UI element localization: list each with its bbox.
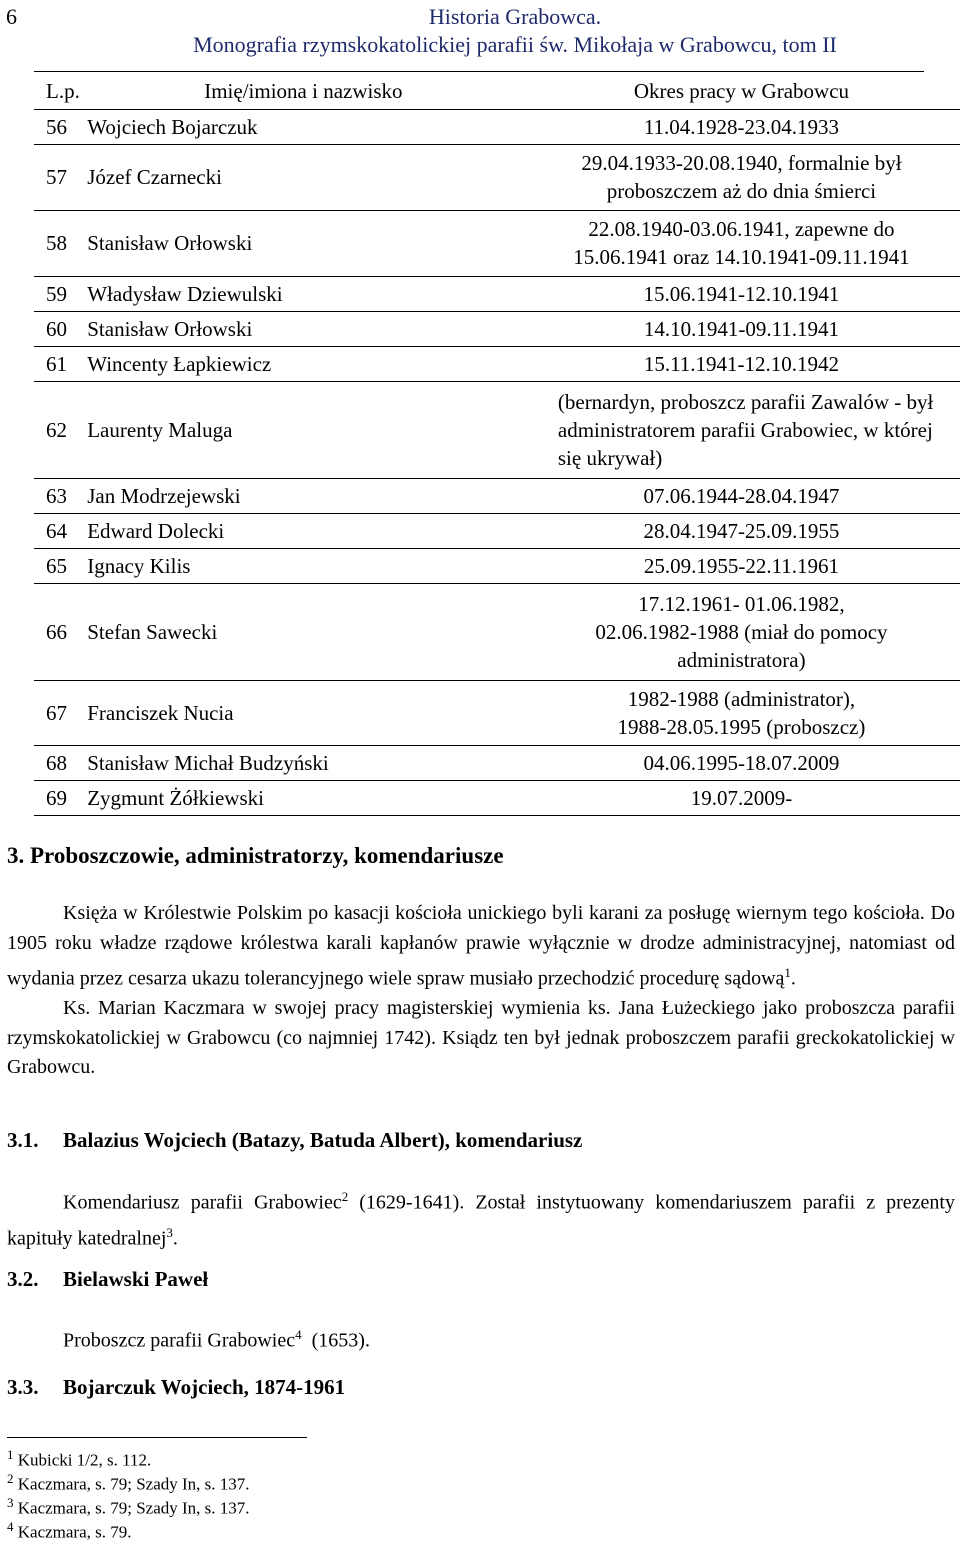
row-period: [523, 680, 960, 745]
table-row: [34, 478, 960, 513]
subsection-heading: [7, 1267, 208, 1292]
paragraph-text: Księża w Królestwie Polskim po kasacji kościoła unickiego byli karani za posługę wiernym tego kościoła. Do 1905 roku władze rządowe królestwa karali kapłanów prawie wyłącznie w drodze administracyjnej, natomiast od wydania przez cesarza ukazu tolerancyjnego wiele spraw musiało przechodzić procedurę sądową: [7, 902, 955, 990]
subsection-title: Bielawski Paweł: [63, 1267, 209, 1291]
footnote-text: Kaczmara, s. 79; Szady In, s. 137.: [17, 1474, 250, 1494]
row-period-line: administratora): [677, 647, 806, 672]
row-name: Józef Czarnecki: [87, 144, 523, 210]
header-rule: [34, 71, 924, 72]
subsection-number: 3.3.: [7, 1375, 39, 1399]
row-period-line: 1982-1988 (administrator),: [627, 686, 856, 711]
row-number: 66: [34, 583, 87, 680]
table-row: [34, 381, 960, 478]
subsection-title: Balazius Wojciech (Batazy, Batuda Albert), komendariusz: [63, 1128, 583, 1152]
footnote: [7, 1495, 250, 1519]
row-period: [523, 381, 960, 478]
row-number: 69: [34, 780, 87, 815]
row-name: Zygmunt Żółkiewski: [87, 780, 523, 815]
row-period: 25.09.1955-22.11.1961: [523, 548, 960, 583]
footnote-number: 2: [7, 1471, 14, 1486]
row-name: Stanisław Orłowski: [87, 311, 523, 346]
table-row: [34, 680, 960, 745]
subsection-title: Bojarczuk Wojciech, 1874-1961: [63, 1375, 346, 1399]
paragraph-text: Proboszcz parafii Grabowiec: [63, 1329, 296, 1352]
subsection-body: [7, 1182, 955, 1254]
row-number: 67: [34, 680, 87, 745]
row-period-line: 1988-28.05.1995 (proboszcz): [617, 714, 866, 739]
row-number: 58: [34, 210, 87, 276]
row-number: 63: [34, 478, 87, 513]
table-row: [34, 346, 960, 381]
paragraph-text: Komendariusz parafii Grabowiec: [63, 1191, 342, 1214]
section-body: [7, 899, 955, 1083]
footnote-ref: 1: [784, 965, 791, 980]
row-period: 15.06.1941-12.10.1941: [523, 276, 960, 311]
row-period: 14.10.1941-09.11.1941: [523, 311, 960, 346]
row-name: Stanisław Michał Budzyński: [87, 745, 523, 780]
paragraph-text: .: [172, 1227, 178, 1250]
footnote-number: 1: [7, 1447, 14, 1462]
footnote-text: Kubicki 1/2, s. 112.: [17, 1450, 152, 1470]
paragraph-text: (1629-1641). Został instytuowany komendariuszem parafii z prezenty kapituły katedralnej: [7, 1191, 955, 1250]
paragraph: Ks. Marian Kaczmara w swojej pracy magisterskiej wymienia ks. Jana Łużeckiego jako proboszcza parafii rzymskokatolickiej w Grabowcu (co najmniej 1742). Ksiądz ten był jednak proboszczem parafii greckokatolickiej w Grabowcu.: [7, 997, 955, 1079]
footnote: [7, 1447, 151, 1471]
row-period-line: 22.08.1940-03.06.1941, zapewne do: [588, 217, 895, 241]
subsection-number: 3.2.: [7, 1267, 39, 1291]
paragraph-text: (1653).: [301, 1329, 370, 1352]
table-row: [34, 583, 960, 680]
paragraph: [7, 1320, 955, 1356]
table-header-row: [34, 73, 960, 109]
footnote-ref: 3: [166, 1225, 173, 1241]
row-name: Franciszek Nucia: [87, 680, 523, 745]
row-period: 04.06.1995-18.07.2009: [523, 745, 960, 780]
row-period: [523, 210, 960, 276]
row-name: Ignacy Kilis: [87, 548, 523, 583]
paragraph-text: .: [790, 967, 796, 990]
section-heading: 3. Proboszczowie, administratorzy, komendariusze: [7, 843, 504, 868]
table-row: [34, 780, 960, 815]
table-row: [34, 210, 960, 276]
row-name: Wojciech Bojarczuk: [87, 109, 523, 144]
row-number: 68: [34, 745, 87, 780]
row-period: 19.07.2009-: [523, 780, 960, 815]
row-period-line: 02.06.1982-1988 (miał do pomocy: [595, 619, 888, 644]
header-cell-period: Okres pracy w Grabowcu: [523, 73, 960, 109]
page-header: [0, 0, 960, 70]
row-number: 56: [34, 109, 87, 144]
row-period: 07.06.1944-28.04.1947: [523, 478, 960, 513]
priest-table: [34, 73, 960, 816]
table-row: [34, 144, 960, 210]
row-period-line: administratorem parafii Grabowiec, w której: [557, 417, 933, 442]
subsection-heading: [7, 1128, 582, 1153]
row-period: [523, 583, 960, 680]
table-row: [34, 548, 960, 583]
row-number: 61: [34, 346, 87, 381]
table-row: [34, 276, 960, 311]
subsection-number: 3.1.: [7, 1128, 39, 1152]
footnote-ref: 2: [341, 1189, 349, 1204]
header-title-line1: Historia Grabowca.: [428, 4, 602, 29]
table-row: [34, 745, 960, 780]
footnote-number: 3: [7, 1495, 14, 1510]
row-period: 11.04.1928-23.04.1933: [523, 109, 960, 144]
footnote: [7, 1519, 132, 1543]
table-row: [34, 311, 960, 346]
header-title-line2: Monografia rzymskokatolickiej parafii św. Mikołaja w Grabowcu, tom II: [193, 32, 837, 57]
footnote-ref: 4: [295, 1327, 302, 1342]
row-name: Jan Modrzejewski: [87, 478, 523, 513]
row-number: 57: [34, 144, 87, 210]
row-number: 62: [34, 381, 87, 478]
footnote: [7, 1471, 250, 1495]
row-period-line: 15.06.1941 oraz 14.10.1941-09.11.1941: [573, 245, 910, 269]
header-cell-lp: L.p.: [34, 73, 87, 109]
row-period-line: 29.04.1933-20.08.1940, formalnie był: [581, 151, 902, 175]
row-name: Stefan Sawecki: [87, 583, 523, 680]
paragraph: [7, 1182, 955, 1254]
row-name: Wincenty Łapkiewicz: [87, 346, 523, 381]
row-name: Stanisław Orłowski: [87, 210, 523, 276]
row-number: 60: [34, 311, 87, 346]
table-row: [34, 109, 960, 144]
row-number: 65: [34, 548, 87, 583]
row-name: Laurenty Maluga: [87, 381, 523, 478]
row-period-line: (bernardyn, proboszcz parafii Zawalów - był: [557, 389, 934, 414]
row-number: 59: [34, 276, 87, 311]
row-name: Edward Dolecki: [87, 513, 523, 548]
footnote-number: 4: [7, 1519, 14, 1534]
paragraph: [7, 899, 955, 994]
row-number: 64: [34, 513, 87, 548]
row-period-line: się ukrywał): [557, 445, 663, 470]
page-number: 6: [6, 4, 17, 29]
header-cell-name: Imię/imiona i nazwisko: [87, 73, 523, 109]
footnote-separator: [7, 1437, 307, 1438]
row-period: [523, 144, 960, 210]
subsection-heading: [7, 1375, 345, 1400]
row-period-line: 17.12.1961- 01.06.1982,: [638, 591, 845, 616]
row-period: 15.11.1941-12.10.1942: [523, 346, 960, 381]
footnote-text: Kaczmara, s. 79.: [17, 1522, 132, 1542]
row-name: Władysław Dziewulski: [87, 276, 523, 311]
footnote-text: Kaczmara, s. 79; Szady In, s. 137.: [17, 1498, 250, 1518]
row-period: 28.04.1947-25.09.1955: [523, 513, 960, 548]
table-row: [34, 513, 960, 548]
row-period-line: proboszczem aż do dnia śmierci: [606, 179, 877, 203]
subsection-body: [7, 1320, 955, 1356]
